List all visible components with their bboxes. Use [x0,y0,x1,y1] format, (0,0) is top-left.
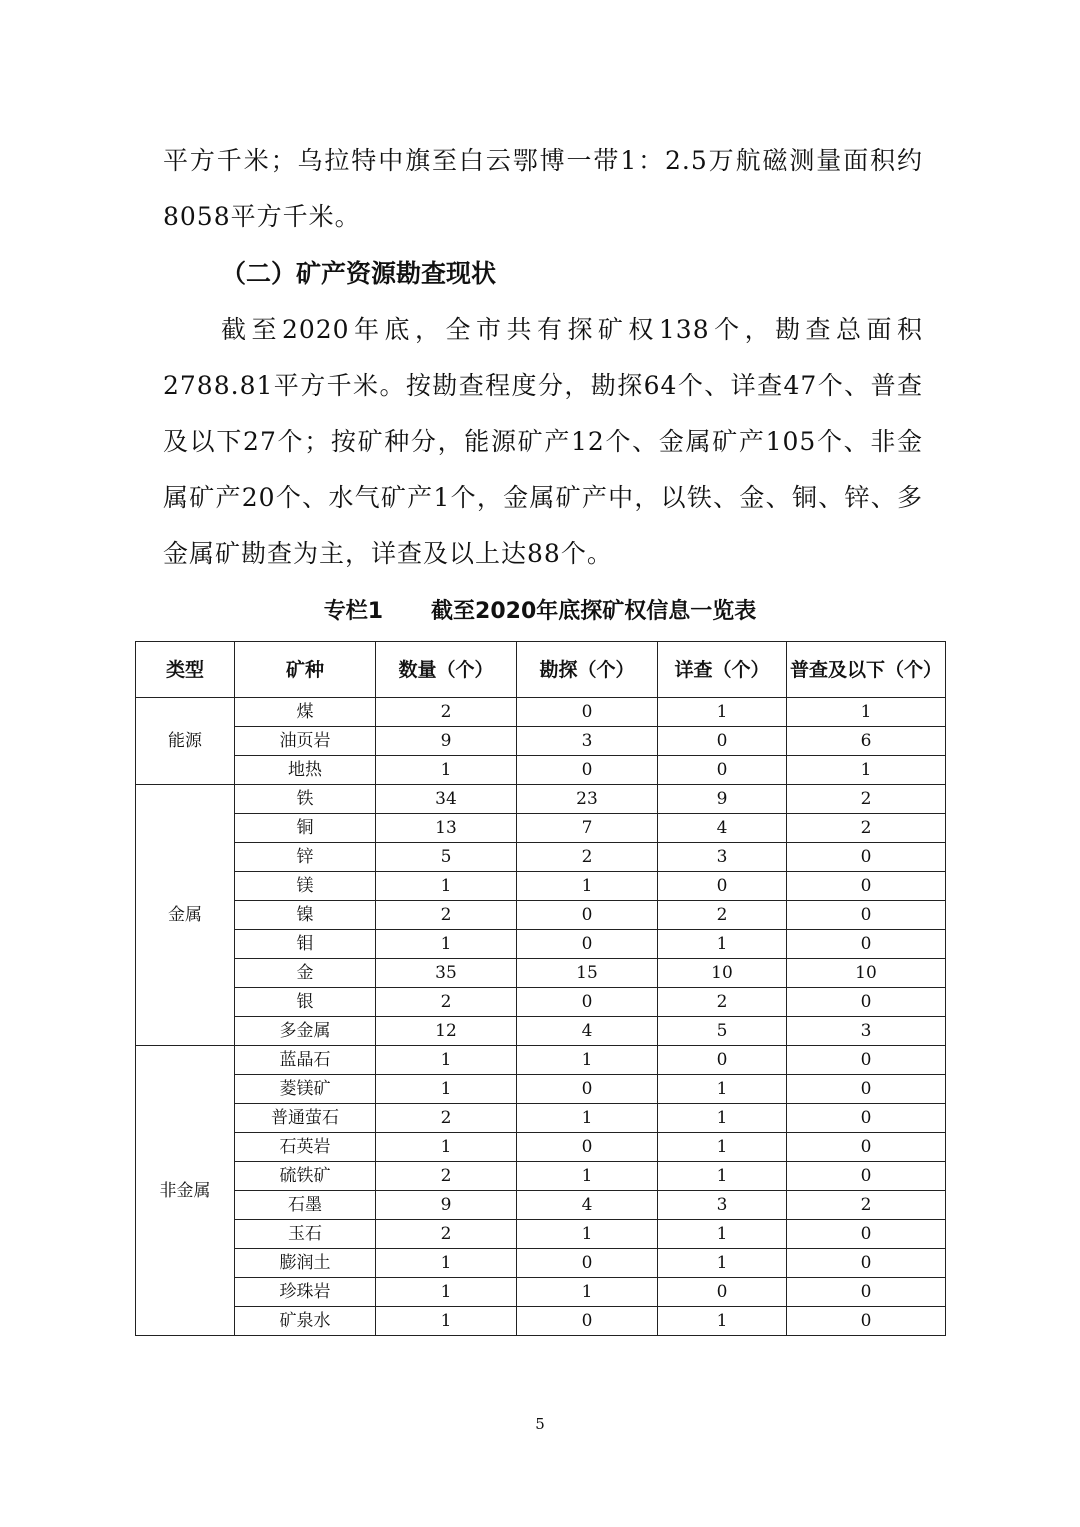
detailed-cell: 10 [658,959,787,988]
detailed-cell: 0 [658,1046,787,1075]
table-row [136,1307,946,1336]
detailed-cell: 2 [658,988,787,1017]
detailed-cell: 1 [658,1220,787,1249]
count-cell: 9 [376,1191,517,1220]
general-cell: 0 [787,1307,946,1336]
table-row [136,1249,946,1278]
header-count: 数量（个） [376,642,517,698]
exploration-cell: 1 [517,872,658,901]
count-cell: 2 [376,698,517,727]
exploration-cell: 2 [517,843,658,872]
table-caption [0,594,1080,630]
general-cell: 0 [787,1220,946,1249]
detailed-cell: 1 [658,1307,787,1336]
general-cell: 0 [787,1104,946,1133]
general-cell: 2 [787,1191,946,1220]
count-cell: 34 [376,785,517,814]
detailed-cell: 3 [658,843,787,872]
general-cell: 1 [787,698,946,727]
count-cell: 9 [376,727,517,756]
general-cell: 0 [787,901,946,930]
count-cell: 12 [376,1017,517,1046]
table-row [136,698,946,727]
table-row [136,1162,946,1191]
count-cell: 1 [376,1046,517,1075]
exploration-cell: 4 [517,1017,658,1046]
exploration-cell: 0 [517,756,658,785]
general-cell: 1 [787,756,946,785]
table-row [136,756,946,785]
table-row [136,1017,946,1046]
header-detailed: 详查（个） [658,642,787,698]
detailed-cell: 9 [658,785,787,814]
detailed-cell: 3 [658,1191,787,1220]
exploration-cell: 15 [517,959,658,988]
exploration-cell: 3 [517,727,658,756]
table-row [136,1075,946,1104]
table-row [136,1046,946,1075]
mineral-cell: 煤 [235,698,376,727]
table-row [136,1133,946,1162]
paragraph-exploration-status: 截至2020年底，全市共有探矿权138个，勘查总面积2788.81平方千米。按勘查程度分，勘探64个、详查47个、普查及以下27个；按矿种分，能源矿产12个、金属矿产105个、非金属矿产20个、水气矿产1个，金属矿产中，以铁、金、铜、锌、多金属矿勘查为主，详查及以上达88个。 [163,315,923,568]
table-row [136,1220,946,1249]
mineral-cell: 玉石 [235,1220,376,1249]
table-row [136,727,946,756]
mineral-cell: 钼 [235,930,376,959]
count-cell: 2 [376,1162,517,1191]
table-row [136,988,946,1017]
count-cell: 2 [376,988,517,1017]
exploration-cell: 23 [517,785,658,814]
section-heading: （二）矿产资源勘查现状 [221,259,497,288]
table-row [136,959,946,988]
table-row [136,1191,946,1220]
exploration-cell: 0 [517,698,658,727]
general-cell: 0 [787,930,946,959]
general-cell: 0 [787,1133,946,1162]
exploration-cell: 1 [517,1104,658,1133]
exploration-cell: 0 [517,1307,658,1336]
mineral-cell: 锌 [235,843,376,872]
exploration-cell: 0 [517,1249,658,1278]
page-number: 5 [535,1415,545,1433]
mineral-cell: 金 [235,959,376,988]
count-cell: 1 [376,756,517,785]
table-row [136,930,946,959]
detailed-cell: 1 [658,1133,787,1162]
mineral-cell: 镍 [235,901,376,930]
count-cell: 2 [376,901,517,930]
type-cell: 能源 [136,698,235,785]
count-cell: 1 [376,930,517,959]
exploration-cell: 1 [517,1220,658,1249]
mineral-cell: 油页岩 [235,727,376,756]
exploration-cell: 0 [517,1133,658,1162]
mineral-cell: 铁 [235,785,376,814]
general-cell: 2 [787,814,946,843]
exploration-cell: 0 [517,1075,658,1104]
general-cell: 0 [787,988,946,1017]
exploration-cell: 1 [517,1278,658,1307]
detailed-cell: 0 [658,756,787,785]
table-row [136,901,946,930]
general-cell: 3 [787,1017,946,1046]
header-general: 普查及以下（个） [787,642,946,698]
paragraph-intro-continuation: 平方千米；乌拉特中旗至白云鄂博一带1：2.5万航磁测量面积约8058平方千米。 [163,146,923,231]
mineral-cell: 普通萤石 [235,1104,376,1133]
detailed-cell: 1 [658,698,787,727]
mining-rights-table [135,641,946,1336]
table-caption-title: 截至2020年底探矿权信息一览表 [431,599,757,624]
count-cell: 5 [376,843,517,872]
table-row [136,843,946,872]
count-cell: 1 [376,1307,517,1336]
mineral-cell: 银 [235,988,376,1017]
table-row [136,814,946,843]
general-cell: 0 [787,843,946,872]
mineral-cell: 镁 [235,872,376,901]
exploration-cell: 0 [517,988,658,1017]
mineral-cell: 多金属 [235,1017,376,1046]
general-cell: 0 [787,1278,946,1307]
table-body [136,698,946,1336]
table-caption-label: 专栏1 [323,599,384,624]
general-cell: 0 [787,1075,946,1104]
detailed-cell: 0 [658,1278,787,1307]
table-row [136,1278,946,1307]
count-cell: 1 [376,1249,517,1278]
header-type: 类型 [136,642,235,698]
header-exploration: 勘探（个） [517,642,658,698]
detailed-cell: 1 [658,1162,787,1191]
detailed-cell: 2 [658,901,787,930]
detailed-cell: 5 [658,1017,787,1046]
type-cell: 非金属 [136,1046,235,1336]
detailed-cell: 1 [658,930,787,959]
detailed-cell: 1 [658,1104,787,1133]
count-cell: 2 [376,1104,517,1133]
general-cell: 0 [787,872,946,901]
general-cell: 0 [787,1249,946,1278]
table-row [136,785,946,814]
general-cell: 2 [787,785,946,814]
exploration-cell: 1 [517,1162,658,1191]
exploration-cell: 0 [517,930,658,959]
mineral-cell: 铜 [235,814,376,843]
mineral-cell: 石墨 [235,1191,376,1220]
general-cell: 0 [787,1046,946,1075]
table-row [136,1104,946,1133]
count-cell: 2 [376,1220,517,1249]
exploration-cell: 7 [517,814,658,843]
header-mineral: 矿种 [235,642,376,698]
count-cell: 1 [376,872,517,901]
general-cell: 10 [787,959,946,988]
exploration-cell: 4 [517,1191,658,1220]
mineral-cell: 矿泉水 [235,1307,376,1336]
mineral-cell: 珍珠岩 [235,1278,376,1307]
mineral-cell: 菱镁矿 [235,1075,376,1104]
detailed-cell: 1 [658,1075,787,1104]
detailed-cell: 0 [658,872,787,901]
mineral-cell: 地热 [235,756,376,785]
count-cell: 1 [376,1278,517,1307]
mineral-cell: 蓝晶石 [235,1046,376,1075]
general-cell: 0 [787,1162,946,1191]
mineral-cell: 石英岩 [235,1133,376,1162]
count-cell: 13 [376,814,517,843]
detailed-cell: 4 [658,814,787,843]
count-cell: 1 [376,1133,517,1162]
count-cell: 1 [376,1075,517,1104]
type-cell: 金属 [136,785,235,1046]
mineral-cell: 膨润土 [235,1249,376,1278]
exploration-cell: 0 [517,901,658,930]
general-cell: 6 [787,727,946,756]
detailed-cell: 1 [658,1249,787,1278]
count-cell: 35 [376,959,517,988]
exploration-cell: 1 [517,1046,658,1075]
mineral-cell: 硫铁矿 [235,1162,376,1191]
detailed-cell: 0 [658,727,787,756]
table-row [136,872,946,901]
table-header-row [136,642,946,698]
